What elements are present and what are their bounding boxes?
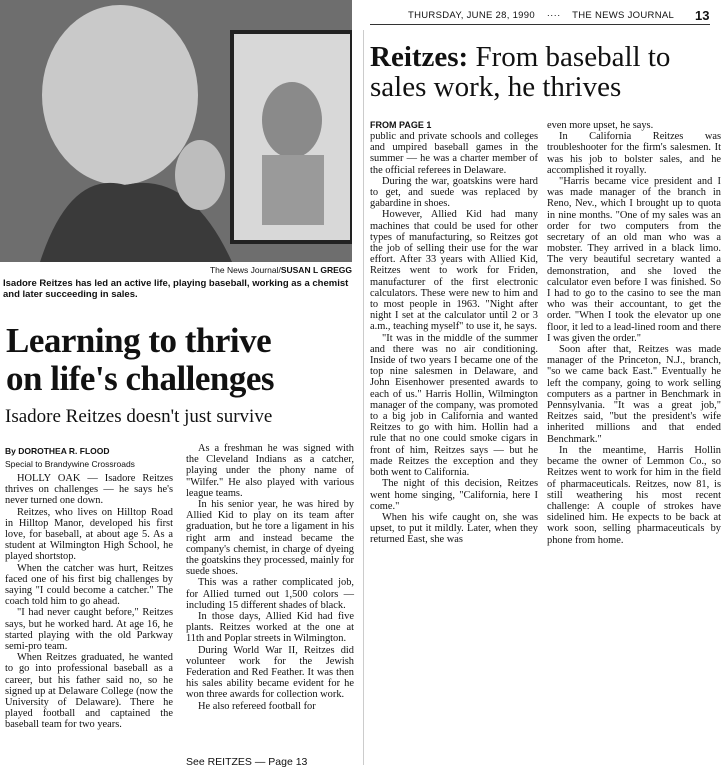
byline-affiliation: Special to Brandywine Crossroads bbox=[5, 459, 135, 469]
article-column-4 bbox=[547, 120, 721, 546]
paragraph: "It was in the middle of the summer and there was no air conditioning. Inside of two years I became one of the top nine salesmen in Delaware, and John Eisenhower presented awards to each of us." Harris Hollin, Wilmington manager of the company, was promoted to a big job in California and wanted Reitzes to go with him. Hollin had a rule that no one could smoke cigars in front of him, Reitzes says — but he made Reitzes the exception and they both went to California. bbox=[370, 332, 538, 479]
paragraph: During World War II, Reitzes did volunteer work for the Jewish Federation and Red Feather. It was then his sales ability became evident for he won three awards for collection work. bbox=[186, 644, 354, 701]
masthead-dots: ···· bbox=[546, 10, 561, 21]
masthead-rule bbox=[370, 24, 710, 25]
paragraph: even more upset, he says. bbox=[547, 120, 654, 131]
masthead-paper: THE NEWS JOURNAL bbox=[572, 10, 675, 21]
masthead bbox=[408, 10, 674, 21]
article-column-2 bbox=[186, 443, 354, 712]
paragraph: Reitzes, who lives on Hilltop Road in Hilltop Manor, developed his first love, for baseball, at about age 5. As a student at Wilmington High School, he played shortstop. bbox=[5, 506, 173, 563]
paragraph: Soon after that, Reitzes was made manager of the Princeton, N.J., branch, "so we came back East." Eventually he left the company, going to work selling computers as a partner in Benchmark in Pennsylvania. "It was a great job," Reitzes said, "but the president's wife inherited millions and that ended Benchmark." bbox=[547, 344, 721, 445]
photo-illustration bbox=[0, 0, 352, 262]
page-number: 13 bbox=[695, 8, 710, 23]
paragraph: The night of this decision, Reitzes went home singing, "California, here I come." bbox=[370, 478, 538, 512]
photo-caption: Isadore Reitzes has led an active life, playing baseball, working as a chemist and later succeeding in sales. bbox=[3, 278, 349, 300]
paragraph: In California Reitzes was troubleshooter for the firm's salesmen. It was his job to bolster sales, and he accomplished it royally. bbox=[547, 131, 721, 176]
paragraph: public and private schools and colleges and umpired baseball games in the summer — he was a charter member of the official referees in Delaware. bbox=[370, 131, 538, 176]
jump-line: See REITZES — Page 13 bbox=[186, 756, 308, 768]
byline-name: By DOROTHEA R. FLOOD bbox=[5, 446, 110, 456]
paragraph: In his senior year, he was hired by Allied Kid to play on its team after graduation, but he tore a ligament in his right arm and instead became the company's chemist, in charge of dyeing the goatskins they processed, mainly for suede shoes. bbox=[186, 499, 354, 578]
paragraph: "Harris became vice president and I was made manager of the branch in Reno, Nev., which I brought up to quota in nine months. "One of my sales was an order for two computers from the secretary of an old man who was a mobster. They arrived in a black limo. The very beautiful secretary wanted a demonstration, and she loved the calculator even before I was finished. So I had to go to the casino to see the man who was their accountant, to get the order. "When I took the elevator up one floor, it led to a lead-lined room and there I was given the order." bbox=[547, 176, 721, 344]
paragraph: In the meantime, Harris Hollin became the owner of Lemmon Co., so Reitzes went to work for him in the field of pharmaceuticals. Reitzes, now 81, is still weathering his most recent challenge: A couple of strokes have sidelined him. He expects to be back at work soon, selling pharmaceuticals by phone from home. bbox=[547, 444, 721, 546]
masthead-date: THURSDAY, JUNE 28, 1990 bbox=[408, 10, 535, 21]
paragraph: This was a rather complicated job, for Allied turned out 1,500 colors — including 15 different shades of black. bbox=[186, 577, 354, 611]
continuation-headline-name: Reitzes: bbox=[370, 41, 469, 73]
paragraph: When his wife caught on, she was upset, to put it mildly. Later, when they returned East, she was bbox=[370, 511, 538, 546]
paragraph: He also refereed football for bbox=[198, 700, 316, 712]
subheadline: Isadore Reitzes doesn't just survive bbox=[5, 406, 273, 427]
headline-line-1: Learning to thrive bbox=[6, 321, 272, 360]
paragraph: However, Allied Kid had many machines that could be used for other types of manufacturing, so Reitzes got the job of selling their use for the war effort. After 33 years with Allied Kid, Reitzes went to work for Friden, manufacturer of the first electronic calculators. These were new to him and to most people in 1963. "Night after night I set at the calculator until 2 or 3 a.m., teaching myself" to use it, he says. bbox=[370, 209, 538, 333]
paragraph: When the catcher was hurt, Reitzes faced one of his first big challenges by saying "I could become a catcher." The coach told him to go ahead. bbox=[5, 562, 173, 608]
article-column-1 bbox=[5, 473, 173, 731]
continuation-headline bbox=[370, 42, 720, 102]
paragraph: "I had never caught before," Reitzes says, but he worked hard. At age 16, he started playing with the old Parkway semi-pro team. bbox=[5, 607, 173, 653]
photo-credit: The News Journal/SUSAN L GREGG bbox=[209, 265, 352, 275]
from-page-label: FROM PAGE 1 bbox=[370, 120, 432, 130]
page-divider bbox=[363, 30, 364, 765]
continuation-headline-rest: From baseball to sales work, he thrives bbox=[370, 41, 671, 103]
main-headline bbox=[6, 322, 356, 398]
paragraph: During the war, goatskins were hard to get, and suede was replaced by gabardine in shoes. bbox=[370, 175, 538, 210]
paragraph: In those days, Allied Kid had five plants. Reitzes worked at the one at 11th and Poplar streets in Wilmington. bbox=[186, 611, 354, 645]
article-column-3 bbox=[370, 131, 538, 546]
paragraph: HOLLY OAK — Isadore Reitzes thrives on challenges — he says he's never turned one down. bbox=[5, 473, 173, 507]
paragraph: When Reitzes graduated, he wanted to go into professional baseball as a career, but his father said no, so he signed up at Delaware College (now the University of Delaware). There he played football and captained the baseball team for two years. bbox=[5, 652, 173, 731]
portrait-photo bbox=[0, 0, 352, 262]
headline-line-2: on life's challenges bbox=[6, 359, 275, 398]
paragraph: As a freshman he was signed with the Cleveland Indians as a catcher, playing under the phony name of "Wilfer." He also played with various league teams. bbox=[186, 443, 354, 499]
